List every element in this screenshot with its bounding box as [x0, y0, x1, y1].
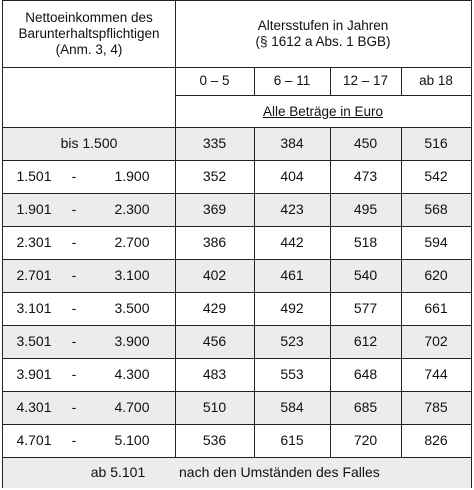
table-cell: 450 — [353, 135, 378, 151]
income-to: 4.700 — [114, 399, 150, 415]
income-to: 5.100 — [114, 432, 150, 448]
table-cell: 423 — [280, 201, 304, 217]
income-bracket-bis-1500: bis 1.500 — [60, 135, 118, 151]
table-cell: 369 — [202, 201, 227, 217]
table-cell: 516 — [424, 135, 448, 151]
income-to: 3.900 — [114, 333, 150, 349]
table-cell: 429 — [202, 300, 227, 316]
table-cell: 456 — [202, 333, 227, 349]
table-cell: 510 — [202, 399, 227, 415]
income-to: 1.900 — [114, 168, 150, 184]
support-table — [2, 0, 472, 488]
currency-note: Alle Beträge in Euro — [262, 103, 384, 119]
table-cell: 685 — [353, 399, 378, 415]
income-from: 3.501 — [16, 333, 52, 349]
age-group-6-11: 6 – 11 — [273, 73, 311, 88]
income-header-line-2: Barunterhaltspflichtigen — [18, 26, 160, 41]
income-from: 4.301 — [16, 399, 52, 415]
age-group-0-5: 0 – 5 — [199, 73, 230, 88]
rule-left-header — [3, 67, 175, 68]
table-cell: 826 — [424, 432, 448, 448]
income-dash: - — [71, 201, 77, 217]
age-groups-title — [175, 1, 471, 67]
table-cell: 720 — [353, 432, 378, 448]
income-dash: - — [71, 168, 77, 184]
table-cell: 540 — [353, 267, 378, 283]
income-from: 1.501 — [16, 168, 52, 184]
table-cell: 402 — [202, 267, 227, 283]
table-cell: 442 — [280, 234, 304, 250]
footer-income: ab 5.101 — [90, 464, 146, 480]
income-header-line-3: (Anm. 3, 4) — [55, 42, 123, 57]
income-from: 1.901 — [16, 201, 52, 217]
income-header — [3, 1, 175, 67]
table-cell: 620 — [424, 267, 448, 283]
income-from: 2.301 — [16, 234, 52, 250]
income-to: 3.500 — [114, 300, 150, 316]
income-from: 2.701 — [16, 267, 52, 283]
table-cell: 785 — [424, 399, 448, 415]
income-to: 2.700 — [114, 234, 150, 250]
income-from: 3.901 — [16, 366, 52, 382]
table-cell: 744 — [424, 366, 448, 382]
table-cell: 483 — [202, 366, 227, 382]
age-group-ab-18: ab 18 — [419, 73, 453, 88]
table-cell: 568 — [424, 201, 448, 217]
income-dash: - — [71, 267, 77, 283]
footer-note: nach den Umständen des Falles — [179, 464, 380, 480]
table-cell: 518 — [353, 234, 378, 250]
income-dash: - — [71, 432, 77, 448]
income-dash: - — [71, 234, 77, 250]
table-cell: 536 — [202, 432, 227, 448]
table-cell: 473 — [353, 168, 378, 184]
income-to: 4.300 — [114, 366, 150, 382]
table-cell: 492 — [280, 300, 304, 316]
table-cell: 661 — [424, 300, 448, 316]
income-dash: - — [71, 366, 77, 382]
table-cell: 553 — [280, 366, 304, 382]
table-cell: 584 — [280, 399, 304, 415]
table-cell: 384 — [280, 135, 304, 151]
income-dash: - — [71, 300, 77, 316]
table-cell: 386 — [202, 234, 227, 250]
table-cell: 352 — [202, 168, 227, 184]
income-from: 3.101 — [16, 300, 52, 316]
table-cell: 615 — [280, 432, 304, 448]
table-cell: 648 — [353, 366, 378, 382]
income-to: 3.100 — [114, 267, 150, 283]
table-cell: 404 — [280, 168, 304, 184]
table-cell: 542 — [424, 168, 448, 184]
table-cell: 612 — [353, 333, 378, 349]
table-cell: 523 — [280, 333, 304, 349]
table-cell: 335 — [202, 135, 227, 151]
income-header-line-1: Nettoeinkommen des — [25, 10, 153, 25]
income-from: 4.701 — [16, 432, 52, 448]
age-groups-title-line-2: (§ 1612 a Abs. 1 BGB) — [255, 34, 391, 49]
table-cell: 594 — [424, 234, 448, 250]
income-to: 2.300 — [114, 201, 150, 217]
table-cell: 702 — [424, 333, 448, 349]
table-cell: 495 — [353, 201, 378, 217]
income-dash: - — [71, 333, 77, 349]
table-cell: 577 — [353, 300, 378, 316]
income-dash: - — [71, 399, 77, 415]
age-groups-title-line-1: Altersstufen in Jahren — [257, 18, 389, 33]
age-group-12-17: 12 – 17 — [342, 73, 389, 88]
table-cell: 461 — [280, 267, 304, 283]
